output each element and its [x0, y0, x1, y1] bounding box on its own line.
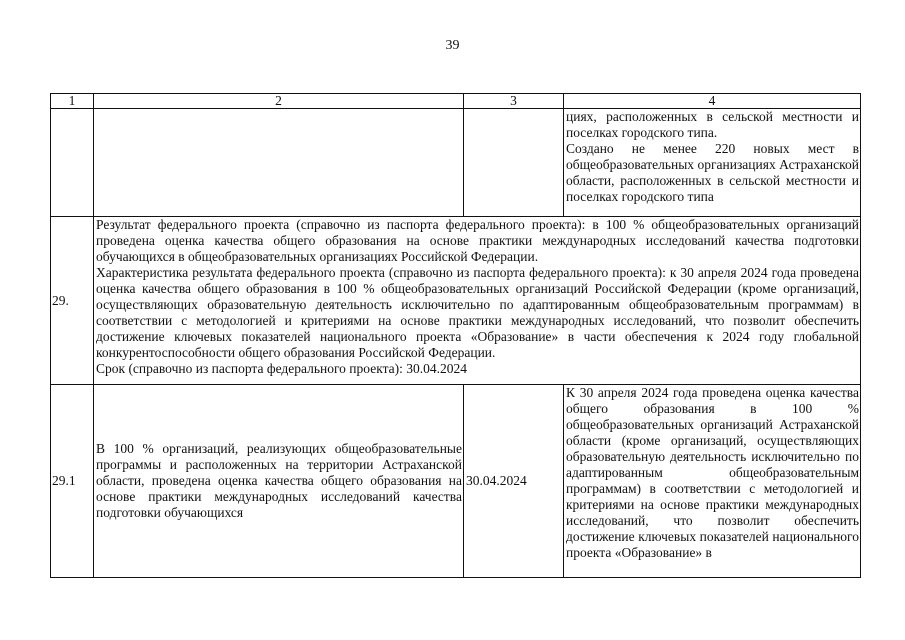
page-number: 39: [445, 38, 460, 53]
header-cell-2: 2: [94, 94, 464, 109]
table-row-continued: [51, 109, 861, 217]
row-cont-number-cell: [51, 109, 94, 217]
row-29-1-result: К 30 апреля 2024 года проведена оценка качества общего образования в 100 % общеобразовательных организаций Астраханской области (кроме организаций, осуществляющих образовательную деятельность исключительно по адаптированным общеобразовательным программам) в соответствии с методологией и критериями на основе практики международных исследований, что позволит обеспечить достижение ключевых показателей национального проекта «Образование» в: [564, 385, 861, 578]
table-row-29-1: [51, 385, 861, 578]
row-29-1-number: 29.1: [51, 385, 94, 578]
row-cont-result-cell: [564, 109, 861, 217]
row-cont-result-text-1: циях, расположенных в сельской местности и поселках городского типа.: [566, 109, 859, 140]
row-29-result-text: Результат федерального проекта (справочно из паспорта федерального проекта): в 100 % общеобразовательных организаций проведена оценка качества общего образования на основе практики международных исследований качества подготовки обучающихся в общеобразовательных организациях Российской Федерации.: [96, 217, 859, 264]
row-cont-result-text-2: Создано не менее 220 новых мест в общеобразовательных организациях Астраханской области, расположенных в сельской местности и поселках городского типа: [566, 141, 859, 204]
header-cell-1: 1: [51, 94, 94, 109]
table-row-29: [51, 217, 861, 385]
header-cell-3: 3: [464, 94, 564, 109]
table-header-row: [51, 94, 861, 109]
row-29-1-deadline: 30.04.2024: [464, 385, 564, 578]
row-29-1-description: В 100 % организаций, реализующих общеобразовательные программы и расположенных на территории Астраханской области, проведена оценка качества общего образования на основе практики международных исследований качества подготовки обучающихся: [94, 385, 464, 578]
row-29-characteristic-text: Характеристика результата федерального проекта (справочно из паспорта федерального проекта): к 30 апреля 2024 года проведена оценка качества общего образования в 100 % общеобразовательных организаций Российской Федерации (кроме организаций, осуществляющих образовательную деятельность исключительно по адаптированным общеобразовательным программам) в соответствии с методологией и критериями на основе практики международных исследований, что позволит обеспечить достижение ключевых показателей национального проекта «Образование» в части обеспечения к 2024 году глобальной конкурентоспособности общего образования Российской Федерации.: [96, 265, 859, 360]
row-cont-description-cell: [94, 109, 464, 217]
document-table: [50, 93, 861, 578]
row-29-number: 29.: [51, 217, 94, 385]
row-cont-deadline-cell: [464, 109, 564, 217]
row-29-federal-result-cell: [94, 217, 861, 385]
row-29-deadline-text: Срок (справочно из паспорта федерального проекта): 30.04.2024: [96, 361, 467, 376]
header-cell-4: 4: [564, 94, 861, 109]
